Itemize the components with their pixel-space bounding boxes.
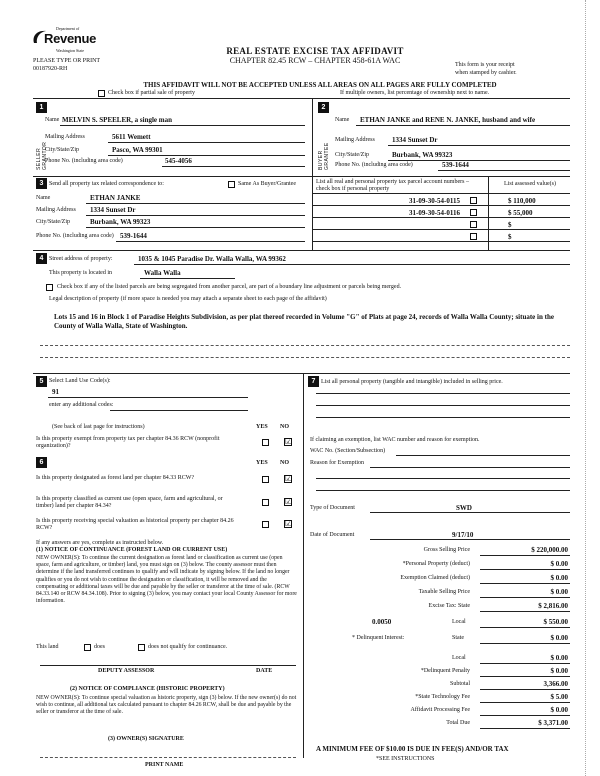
forest-yes-checkbox[interactable] [262,476,269,483]
does-qualify-checkbox[interactable] [84,644,91,651]
section-1-number: 1 [36,102,47,113]
section-6-number: 6 [36,457,47,468]
tax-row-value[interactable]: $ 220,000.00 [531,546,568,554]
buyer-side-label: BUYER GRANTEE [318,142,330,170]
additional-codes-label: enter any additional codes: [49,402,114,408]
tax-row-value[interactable]: $ 2,816.00 [538,602,568,610]
partial-sale-checkbox[interactable] [98,90,105,97]
s3-phone-label: Phone No. (including area code) [36,233,114,239]
compliance-text: NEW OWNER(S): To continue special valuation as historic property, sign (3) below. If the new owner(s) do not wish to continue, all additional tax calculated pursuant to chapter 84.26 RCW, shall be due and payable by the seller or transferor at the time of sale. [36,695,297,716]
s5-no-header: NO [280,424,289,430]
buyer-name-label: Name [335,117,350,123]
form-title: REAL ESTATE EXCISE TAX AFFIDAVIT [226,46,404,56]
deputy-assessor-label: DEPUTY ASSESSOR [98,668,155,674]
local-rate-value[interactable]: 0.0050 [372,618,392,626]
buyer-phone-label: Phone No. (including area code) [335,162,413,168]
tax-row-value[interactable]: $ 0.00 [550,706,568,714]
located-in-label: This property is located in [49,270,112,276]
s3-name-value[interactable]: ETHAN JANKE [90,194,141,202]
current-use-no-checkbox[interactable]: ☑ [285,497,293,506]
local-label: Local [452,619,466,625]
buyer-mailing-value[interactable]: 1334 Sunset Dr [392,136,438,144]
historic-question: Is this property receiving special valuation as historical property per chapter 84.26 RCW? [36,518,234,531]
section-5-number: 5 [36,376,47,387]
tax-row-label: *Delinquent Penalty [420,668,470,674]
tax-row-value[interactable]: $ 0.00 [550,560,568,568]
see-back-instructions: (See back of last page for instructions) [52,424,145,430]
form-subtitle: CHAPTER 82.45 RCW – CHAPTER 458-61A WAC [229,56,401,65]
segregated-label: Check box if any of the listed parcels are being segregated from another parcel, are part of a boundary line adjustment or parcels being merged. [57,284,402,290]
exempt-question: Is this property exempt from property tax per chapter 84.36 RCW (nonprofit organization)? [36,436,220,449]
parcel-header: List all real and personal property tax parcel account numbers – check box if personal property [316,179,469,192]
buyer-city-label: City/State/Zip [335,152,369,158]
date-label: DATE [256,668,273,674]
s6-no-header: NO [280,460,289,466]
personal-property-checkbox[interactable] [470,221,477,228]
tax-row-label: *Personal Property (deduct) [402,561,470,567]
dept-sub: Washington State [56,48,85,53]
same-as-buyer-checkbox[interactable] [228,181,235,188]
forest-land-question: Is this property designated as forest land per chapter 84.33 RCW? [36,475,195,481]
tax-row-value[interactable]: $ 5.00 [550,693,568,701]
signature-title: (3) OWNER(S) SIGNATURE [108,736,184,742]
assessed-value[interactable]: $ 110,000 [508,197,536,205]
segregated-checkbox[interactable] [46,284,53,291]
tax-row-label: Excise Tax: State [428,603,470,609]
historic-yes-checkbox[interactable] [262,521,269,528]
historic-no-checkbox[interactable]: ☑ [285,519,293,528]
s3-phone-value[interactable]: 539-1644 [120,232,147,240]
assessed-value[interactable]: $ [508,221,512,229]
seller-phone-label: Phone No. (including area code) [45,158,123,164]
tax-row-label: Exemption Claimed (deduct) [400,575,470,581]
assessed-value[interactable]: $ 55,000 [508,209,533,217]
minimum-fee-note: A MINIMUM FEE OF $10.00 IS DUE IN FEE(S) AND/OR TAX [316,745,509,753]
local-tax-value[interactable]: $ 550.00 [543,618,568,626]
does-label: does [94,644,105,650]
tax-row-label: Subtotal [449,681,470,687]
multiple-owners-note: If multiple owners, list percentage of ownership next to name. [340,90,490,96]
forest-no-checkbox[interactable]: ☑ [285,474,293,483]
s5-yes-header: YES [256,424,268,430]
send-correspondence-label: Send all property tax related correspondence to: [49,181,164,187]
land-use-label: Select Land Use Code(s): [49,378,111,384]
receipt-note-2: when stamped by cashier. [455,70,517,76]
seller-phone-value[interactable]: 545-4056 [165,157,192,165]
s6-yes-header: YES [256,460,268,466]
logo-text: Revenue [44,31,97,46]
personal-property-checkbox[interactable] [470,197,477,204]
doc-date-value[interactable]: 9/17/10 [452,531,474,539]
delinq-state-label: State [452,635,464,641]
see-instructions-note: *SEE INSTRUCTIONS [376,756,435,762]
seller-mailing-label: Mailing Address [45,134,85,140]
s3-name-label: Name [36,195,51,201]
personal-property-checkbox[interactable] [470,209,477,216]
this-land-label: This land [36,644,59,650]
delinq-local-value[interactable]: $ 0.00 [550,654,568,662]
section-2-number: 2 [318,102,329,113]
tax-row-label: Gross Selling Price [423,547,470,553]
seller-mailing-value[interactable]: 5611 Wemett [112,133,151,141]
current-use-question: Is this property classified as current use (open space, farm and agricultural, or timber) land per chapter 84.34? [36,496,223,509]
delinq-local-label: Local [452,655,466,661]
same-as-buyer-label: Same As Buyer/Grantee [238,181,296,187]
delinquent-interest-label: * Delinquent Interest: [352,635,405,641]
legal-description-label: Legal description of property (if more space is needed you may attach a separate sheet to each page of the affidavit) [49,296,327,302]
exempt-no-checkbox[interactable]: ☑ [285,437,293,446]
does-not-label: does not qualify for continuance. [148,644,228,650]
compliance-title: (2) NOTICE OF COMPLIANCE (HISTORIC PROPERTY) [70,686,225,692]
doc-type-value[interactable]: SWD [456,504,472,512]
dept-small: Department of [56,26,80,31]
street-address-label: Street address of property: [49,256,113,262]
doc-type-label: Type of Document [310,505,355,511]
tax-row-label: Taxable Selling Price [418,589,470,595]
section-4-number: 4 [36,253,47,264]
wac-number-label: WAC No. (Section/Subsection) [310,448,386,454]
located-in-value[interactable]: Walla Walla [144,269,181,277]
tax-row-value[interactable]: $ 0.00 [550,588,568,596]
tax-row-label: Total Due [446,720,470,726]
doc-date-label: Date of Document [310,532,355,538]
seller-city-label: City/State/Zip [45,147,79,153]
reason-exemption-label: Reason for Exemption [310,460,364,466]
section-3-number: 3 [36,178,47,189]
s3-city-value[interactable]: Burbank, WA 99323 [90,218,151,226]
tax-row-label: *State Technology Fee [415,694,470,700]
personal-property-checkbox[interactable] [470,233,477,240]
please-type: PLEASE TYPE OR PRINT [33,58,101,64]
street-address-value[interactable]: 1035 & 1045 Paradise Dr. Walla Walla, WA 99362 [138,255,286,263]
seller-city-value[interactable]: Pasco, WA 99301 [112,146,163,154]
seller-name-label: Name [45,117,60,123]
continuance-text: NEW OWNER(S): To continue the current designation as forest land or classification as current use (open space, farm and agriculture, or timber) land, you must sign on (3) below. The county assessor must then determine if the land transferred continues to qualify and will indicate by signing below. If the land no longer qualifies or you do not wish to continue the designation or classification, it will be removed and the compensating or additional taxes will be due and payable by the seller or transferor at the time of sale. (RCW 84.33.140 or RCW 84.34.108). Prior to signing (3) below, you may contact your local County Assessor for more information. [36,555,297,605]
tax-row-label: Affidavit Processing Fee [410,707,470,713]
tax-row-value[interactable]: $ 0.00 [550,667,568,675]
exempt-yes-checkbox[interactable] [262,439,269,446]
section-7-number: 7 [308,376,319,387]
buyer-name-value[interactable]: ETHAN JANKE and RENE N. JANKE, husband and wife [360,116,536,124]
buyer-phone-value[interactable]: 539-1644 [442,161,469,169]
parcel-number[interactable]: 31-09-30-54-0116 [409,209,460,217]
form-number: 00187920-RH [33,66,68,72]
assessed-value[interactable]: $ [508,233,512,241]
parcel-number[interactable]: 31-09-30-54-0115 [409,197,460,205]
seller-name-value[interactable]: MELVIN S. SPEELER, a single man [62,116,173,124]
instructions-note: If any answers are yes, complete as instructed below. [36,540,164,546]
print-name-label: PRINT NAME [145,762,184,768]
receipt-note-1: This form is your receipt [455,62,515,68]
buyer-mailing-label: Mailing Address [335,137,375,143]
assessed-value-header: List assessed value(s) [504,181,556,187]
tax-row-value[interactable]: 3,366.00 [543,680,568,688]
s3-city-label: City/State/Zip [36,219,70,225]
does-not-qualify-checkbox[interactable] [138,644,145,651]
seller-side-label: SELLER GRANTOR [36,141,48,170]
tax-row-value[interactable]: $ 0.00 [550,574,568,582]
tax-row-value[interactable]: $ 3,371.00 [538,719,568,727]
legal-description-value[interactable]: Lots 15 and 16 in Block 1 of Paradise Heights Subdivision, as per plat thereof recorded in Volume "G" of Plats at page 24, records of Walla Walla County; situate in the County of Walla Walla, State of Washington. [54,313,554,330]
partial-sale-label: Check box if partial sale of property [108,90,195,96]
personal-property-list-label: List all personal property (tangible and intangible) included in selling price. [321,379,503,385]
delinq-state-value[interactable]: $ 0.00 [550,634,568,642]
land-use-value[interactable]: 91 [52,388,59,396]
current-use-yes-checkbox[interactable] [262,499,269,506]
warning-banner: THIS AFFIDAVIT WILL NOT BE ACCEPTED UNLESS ALL AREAS ON ALL PAGES ARE FULLY COMPLETED [143,81,497,89]
s3-mailing-value[interactable]: 1334 Sunset Dr [90,206,136,214]
s3-mailing-label: Mailing Address [36,207,76,213]
exemption-claim-label: If claiming an exemption, list WAC number and reason for exemption. [310,437,480,443]
continuance-title: (1) NOTICE OF CONTINUANCE (FOREST LAND OR CURRENT USE) [36,547,228,553]
buyer-city-value[interactable]: Burbank, WA 99323 [392,151,453,159]
